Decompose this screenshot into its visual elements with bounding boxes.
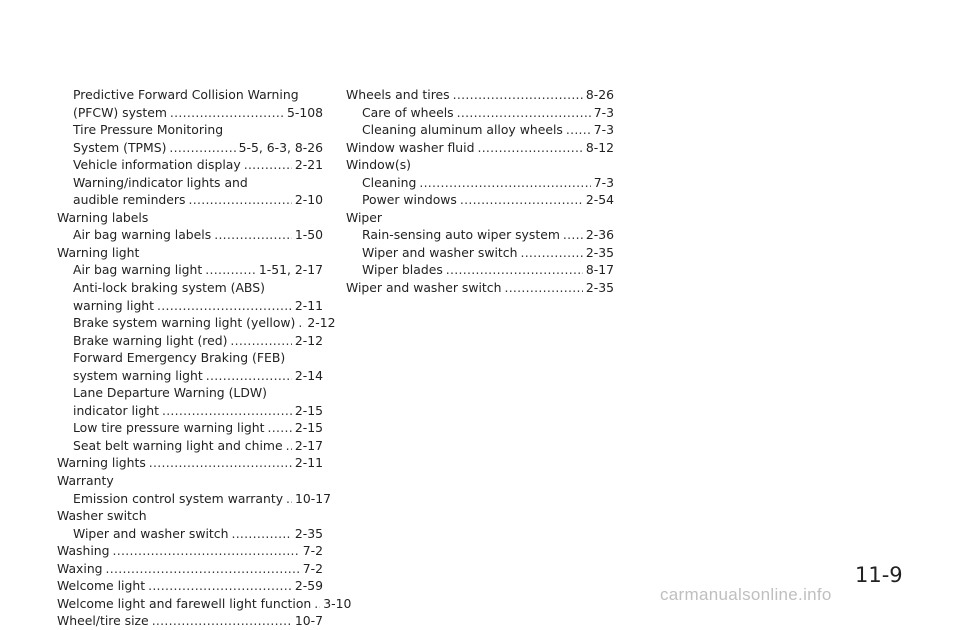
index-entry-page: 2-35: [294, 525, 323, 541]
dot-leader: [268, 419, 292, 437]
index-entry-text: Seat belt warning light and chime: [73, 437, 283, 453]
index-entry: [57, 437, 323, 455]
index-entry-page: 2-15: [294, 420, 323, 436]
index-entry: [346, 86, 614, 104]
index-entry-text: Low tire pressure warning light: [73, 420, 265, 436]
index-entry-text: Wheels and tires: [346, 87, 450, 102]
index-entry-page: 2-35: [585, 280, 614, 296]
index-entry-text: Brake warning light (red): [73, 332, 228, 348]
index-entry: [346, 104, 614, 122]
index-entry-page: 2-35: [585, 244, 614, 260]
index-entry-text: Emission control system warranty: [73, 490, 284, 506]
index-entry-text: Anti-lock braking system (ABS): [73, 280, 265, 296]
index-entry-page: 5-108: [286, 104, 323, 120]
dot-leader: [504, 279, 582, 297]
index-entry: [57, 349, 323, 367]
index-entry-page: 2-12: [307, 315, 336, 331]
index-entry: [57, 490, 332, 508]
index-entry-text: Window washer fluid: [346, 139, 475, 155]
index-entry: [346, 191, 614, 209]
watermark: carmanualsonline.info: [660, 585, 832, 604]
index-entry-text: Wiper and washer switch: [73, 525, 229, 541]
index-entry-page: 8-17: [585, 262, 614, 278]
index-entry-text: Brake system warning light (yellow): [73, 315, 296, 331]
index-entry-text: Warranty: [57, 473, 114, 489]
index-entry-text: Warning labels: [57, 209, 149, 225]
index-entry: [57, 595, 352, 613]
dot-leader: [149, 454, 292, 472]
index-entry-text: Warning lights: [57, 455, 146, 471]
index-entry-text: (PFCW) system: [73, 104, 167, 120]
index-entry: [346, 226, 614, 244]
index-entry-text: Washer switch: [57, 508, 147, 524]
dot-leader: [106, 560, 300, 578]
index-entry: [57, 560, 323, 578]
index-entry-text: Wiper and washer switch: [362, 244, 518, 260]
index-entry-text: Lane Departure Warning (LDW): [73, 385, 267, 401]
index-entry-page: 2-12: [294, 332, 323, 348]
index-entry: [57, 279, 323, 297]
index-entry-text: Care of wheels: [362, 104, 454, 120]
index-entry: [57, 402, 323, 420]
index-entry-page: 2-10: [294, 192, 323, 208]
dot-leader: [244, 156, 292, 174]
dot-leader: [446, 261, 583, 279]
index-entry-text: Vehicle information display: [73, 157, 241, 173]
dot-leader: [520, 244, 582, 262]
index-entry: [57, 139, 323, 157]
index-entry: [57, 419, 323, 437]
index-entry-text: Warning/indicator lights and: [73, 174, 248, 190]
index-entry-text: Window(s): [346, 157, 411, 173]
index-entry-page: 2-17: [294, 437, 323, 453]
index-entry: [57, 244, 323, 262]
index-entry-page: 7-2: [302, 560, 323, 576]
index-entry-page: 8-12: [585, 139, 614, 155]
index-entry-text: Air bag warning labels: [73, 227, 212, 243]
index-entry-text: indicator light: [73, 402, 159, 418]
dot-leader: [206, 367, 292, 385]
index-entry: [57, 314, 336, 332]
index-entry: [57, 297, 323, 315]
dot-leader: [170, 104, 284, 122]
index-entry-text: Washing: [57, 543, 110, 559]
index-entry: [57, 86, 323, 104]
index-entry: [57, 472, 323, 490]
dot-leader: [113, 542, 300, 560]
index-entry-text: system warning light: [73, 367, 203, 383]
index-entry-text: Waxing: [57, 560, 103, 576]
index-entry-page: 3-10: [323, 595, 352, 611]
index-entry: [346, 261, 614, 279]
dot-leader: [214, 226, 292, 244]
index-entry: [57, 525, 323, 543]
dot-leader: [231, 525, 291, 543]
dot-leader: [286, 437, 292, 455]
index-entry: [57, 612, 323, 630]
dot-leader: [148, 577, 292, 595]
index-entry: [57, 209, 323, 227]
dot-leader: [457, 104, 591, 122]
index-entry-page: 7-2: [302, 543, 323, 559]
index-entry-page: 2-11: [294, 455, 323, 471]
index-entry-page: 1-51, 2-17: [258, 262, 323, 278]
index-entry: [346, 209, 614, 227]
dot-leader: [157, 297, 292, 315]
dot-leader: [162, 402, 292, 420]
index-entry-text: Forward Emergency Braking (FEB): [73, 350, 286, 366]
index-entry-page: 2-11: [294, 297, 323, 313]
index-entry-page: 1-50: [294, 227, 323, 243]
dot-leader: [152, 612, 292, 630]
index-entry-page: 7-3: [593, 174, 614, 190]
index-entry-page: 2-15: [294, 402, 323, 418]
index-entry: [57, 367, 323, 385]
index-entry-text: Cleaning: [362, 174, 417, 190]
index-entry-page: 10-17: [295, 490, 332, 506]
index-entry: [57, 261, 323, 279]
index-entry-text: Rain-sensing auto wiper system: [362, 227, 560, 243]
index-entry: [57, 577, 323, 595]
index-column-left: [57, 86, 352, 630]
index-entry-page: 2-36: [585, 227, 614, 243]
index-entry-text: Tire Pressure Monitoring: [73, 122, 224, 138]
index-entry: [57, 542, 323, 560]
index-entry-page: 2-54: [585, 192, 614, 208]
dot-leader: [230, 332, 291, 350]
index-column-right: [346, 86, 614, 297]
dot-leader: [298, 314, 304, 332]
dot-leader: [205, 261, 256, 279]
dot-leader: [169, 139, 235, 157]
index-entry-text: Predictive Forward Collision Warning: [73, 87, 299, 102]
dot-leader: [460, 191, 583, 209]
index-entry: [57, 104, 323, 122]
index-entry-text: Wiper: [346, 209, 383, 225]
index-entry-text: Power windows: [362, 192, 457, 208]
index-entry: [57, 332, 323, 350]
index-entry-page: 2-59: [294, 578, 323, 594]
index-entry-text: Warning light: [57, 244, 140, 260]
page-number: 11-9: [855, 563, 903, 587]
index-entry: [346, 244, 614, 262]
dot-leader: [188, 191, 291, 209]
index-entry: [346, 174, 614, 192]
index-entry-page: 7-3: [593, 104, 614, 120]
index-entry: [57, 156, 323, 174]
index-entry-text: Wiper and washer switch: [346, 280, 502, 296]
index-entry-text: audible reminders: [73, 192, 186, 208]
dot-leader: [477, 139, 582, 157]
index-entry-text: System (TPMS): [73, 139, 167, 155]
index-entry-text: Wheel/tire size: [57, 613, 149, 629]
index-entry: [57, 507, 323, 525]
dot-leader: [563, 226, 583, 244]
index-entry: [57, 174, 323, 192]
index-entry-text: Air bag warning light: [73, 262, 203, 278]
index-entry-page: 2-14: [294, 367, 323, 383]
dot-leader: [314, 595, 320, 613]
index-entry-page: 10-7: [294, 613, 323, 629]
index-entry-page: 2-21: [294, 157, 323, 173]
index-entry-text: Welcome light and farewell light function: [57, 595, 312, 611]
index-entry: [57, 384, 323, 402]
index-entry: [57, 226, 323, 244]
index-entry-page: 7-3: [593, 122, 614, 138]
index-entry: [57, 121, 323, 139]
index-entry: [57, 191, 323, 209]
index-entry-page: 5-5, 6-3, 8-26: [238, 139, 323, 155]
dot-leader: [453, 86, 583, 104]
index-entry-text: Wiper blades: [362, 262, 443, 278]
index-entry: [346, 139, 614, 157]
index-entry-text: Cleaning aluminum alloy wheels: [362, 122, 563, 138]
index-entry: [346, 156, 614, 174]
dot-leader: [286, 490, 292, 508]
index-entry-page: 8-26: [585, 87, 614, 102]
index-entry: [57, 454, 323, 472]
index-entry-text: warning light: [73, 297, 155, 313]
index-entry-text: Welcome light: [57, 578, 146, 594]
dot-leader: [566, 121, 591, 139]
index-entry: [346, 279, 614, 297]
index-entry: [346, 121, 614, 139]
dot-leader: [419, 174, 590, 192]
